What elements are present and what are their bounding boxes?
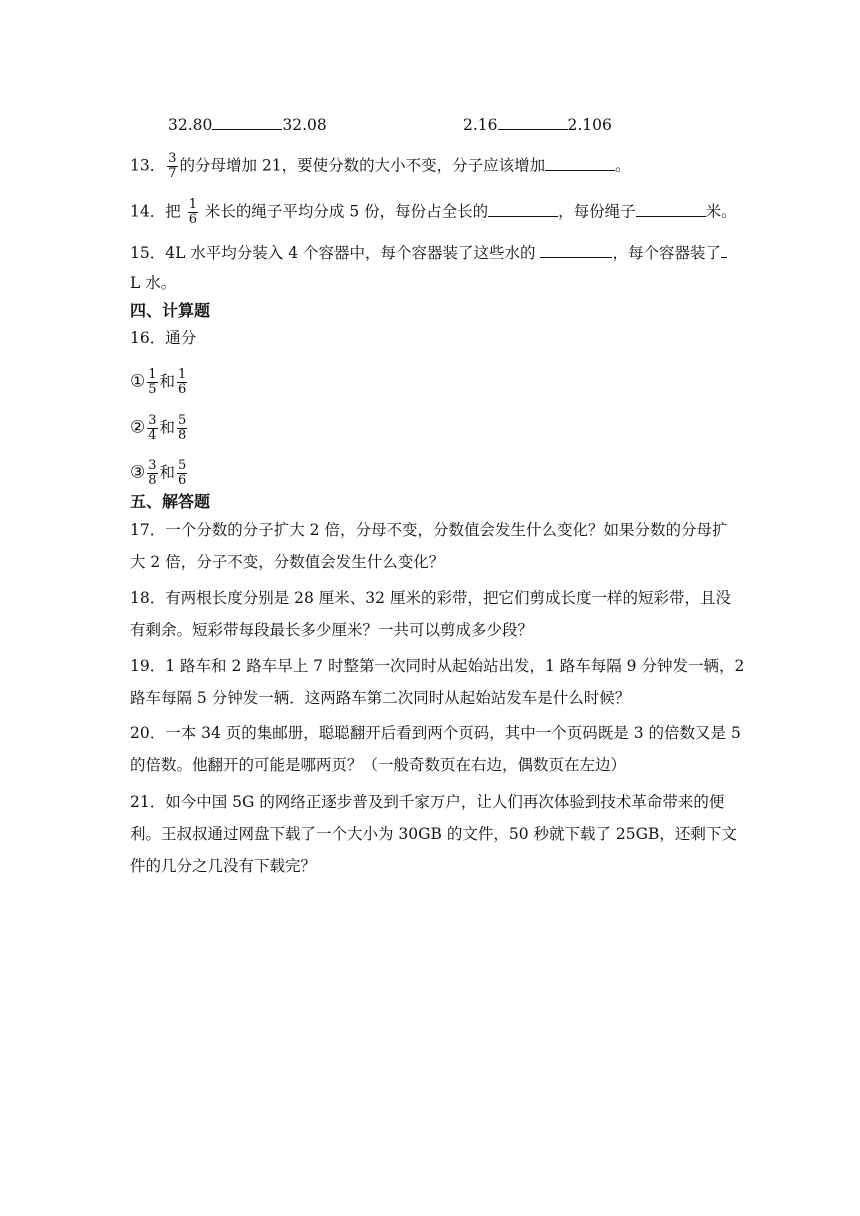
question-20: 20．一本 34 页的集邮册，聪聪翻开后看到两个页码，其中一个页码既是 3 的倍数又是 5: [130, 724, 741, 742]
question-21-cont: 件的几分之几没有下载完？: [130, 857, 317, 875]
q16-item-2: ② $\frac{3}{4}$ 和 $\frac{5}{8}$: [130, 413, 187, 443]
section-heading: 四、计算题: [130, 301, 211, 320]
compare-right: [463, 113, 612, 135]
compare-left: [168, 113, 327, 135]
compare-right-b: 2.106: [567, 116, 612, 134]
question-14: 14．把 $\frac{1}{6}$ 米长的绳子平均分成 5 份，每份占全长的 ，每份绳子 米。: [130, 197, 737, 227]
fraction: $\frac{1}{6}$: [178, 367, 187, 397]
question-number: 13．: [130, 156, 166, 175]
question-20-cont: 的倍数。他翻开的可能是哪两页？（一般奇数页在右边，偶数页在左边）: [130, 756, 627, 774]
section-heading: 五、解答题: [130, 492, 211, 511]
question-18: 18．有两根长度分别是 28 厘米、32 厘米的彩带，把它们剪成长度一样的短彩带，且没: [130, 589, 731, 607]
fraction: $\frac{3}{4}$: [148, 413, 157, 443]
question-21-cont: 利。王叔叔通过网盘下载了一个大小为 30GB 的文件，50 秒就下载了 25GB，还剩下文: [130, 825, 737, 843]
fraction: $\frac{3}{7}$: [168, 151, 177, 181]
question-13: 13． $\frac{3}{7}$ 的分母增加 21，要使分数的大小不变，分子应该增加 。: [130, 151, 631, 181]
q16-item-1: ① $\frac{1}{5}$ 和 $\frac{1}{6}$: [130, 367, 187, 397]
fraction: $\frac{3}{8}$: [148, 458, 157, 488]
fraction: $\frac{1}{6}$: [188, 197, 197, 227]
question-text: 的分母增加 21，要使分数的大小不变，分子应该增加: [179, 156, 546, 175]
question-15: 15．4L 水平均分装入 4 个容器中，每个容器装了这些水的 ，每个容器装了: [130, 241, 727, 263]
fraction: $\frac{5}{8}$: [178, 413, 187, 443]
q16-item-3: ③ $\frac{3}{8}$ 和 $\frac{5}{6}$: [130, 458, 187, 488]
question-16-title: 16．通分: [130, 329, 197, 347]
compare-left-a: 32.80: [168, 116, 213, 134]
question-15-cont: L 水。: [130, 274, 177, 292]
answer-blank[interactable]: [636, 200, 706, 217]
answer-blank[interactable]: [212, 113, 282, 130]
fraction: $\frac{5}{6}$: [178, 458, 187, 488]
answer-blank[interactable]: [488, 200, 558, 217]
question-number: 14．: [130, 202, 166, 221]
question-21: 21．如今中国 5G 的网络正逐步普及到千家万户，让人们再次体验到技术革命带来的便: [130, 793, 725, 811]
question-19: 19．1 路车和 2 路车早上 7 时整第一次同时从起始站出发，1 路车每隔 9 分钟发一辆，2: [130, 657, 745, 675]
answer-blank[interactable]: [540, 241, 612, 258]
question-17: 17．一个分数的分子扩大 2 倍，分母不变，分数值会发生什么变化？如果分数的分母扩: [130, 521, 728, 539]
question-17-cont: 大 2 倍，分子不变，分数值会发生什么变化？: [130, 553, 445, 571]
question-19-cont: 路车每隔 5 分钟发一辆．这两路车第二次同时从起始站发车是什么时候？: [130, 689, 631, 707]
question-text: 米长的绳子平均分成 5 份，每份占全长的: [204, 202, 489, 221]
answer-blank[interactable]: [545, 154, 615, 171]
answer-blank[interactable]: [498, 113, 568, 130]
question-text: 15．4L 水平均分装入 4 个容器中，每个容器装了这些水的: [130, 244, 536, 262]
question-18-cont: 有剩余。短彩带每段最长多少厘米？一共可以剪成多少段？: [130, 621, 534, 639]
compare-left-b: 32.08: [282, 116, 327, 134]
fraction: $\frac{1}{5}$: [148, 367, 157, 397]
compare-right-a: 2.16: [463, 116, 498, 134]
answer-blank[interactable]: [721, 241, 727, 258]
